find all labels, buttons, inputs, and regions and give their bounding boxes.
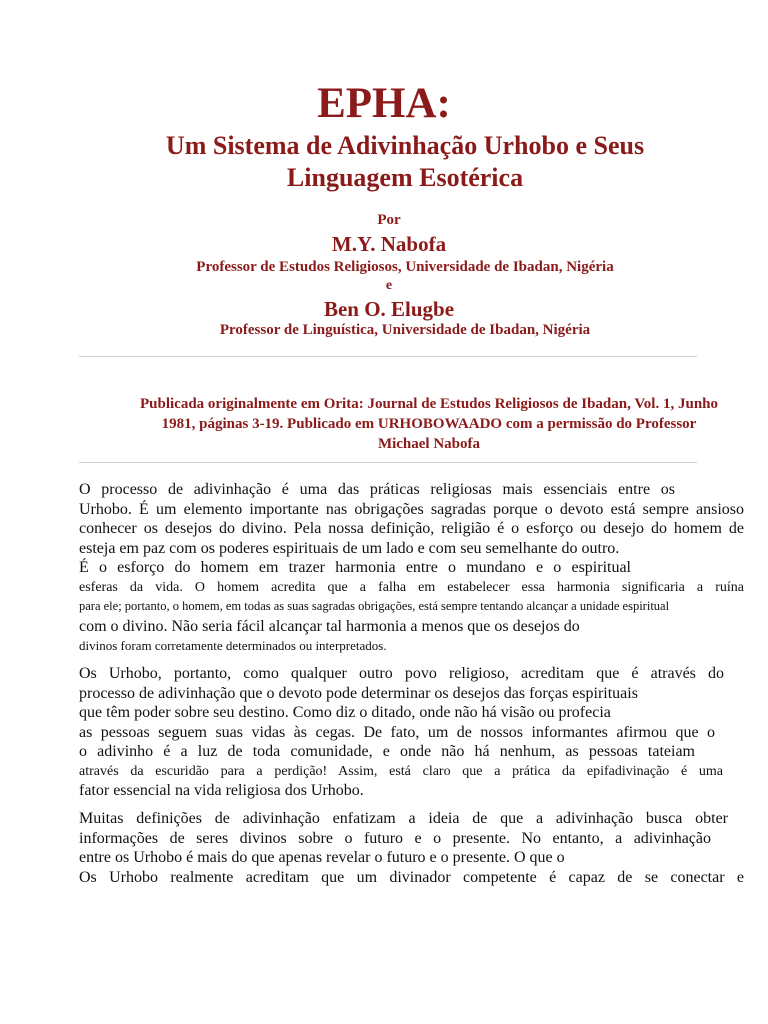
paragraph-line: o adivinho é a luz de toda comunidade, e onde não há nenhum, as pessoas tateiam — [79, 743, 695, 760]
author-1-name: M.Y. Nabofa — [331, 232, 447, 256]
paragraph-line: O processo de adivinhação é uma das práticas religiosas mais essenciais entre os — [79, 481, 675, 498]
paragraph-line: Muitas definições de adivinhação enfatizam a ideia de que a adivinhação busca obter — [79, 810, 728, 827]
paragraph-line: Os Urhobo, portanto, como qualquer outro povo religioso, acreditam que é através do — [79, 665, 724, 682]
paragraph-line: divinos foram corretamente determinados ou interpretados. — [79, 638, 387, 653]
paragraph-line: conhecer os desejos do divino. Pela nossa definição, religião é o esforço ou desejo do homem de — [79, 520, 744, 537]
paragraph-line: Os Urhobo realmente acreditam que um divinador competente é capaz de se conectar e — [79, 868, 744, 886]
subtitle-line-1: Um Sistema de Adivinhação Urhobo e Seus — [165, 131, 645, 160]
paragraph-line: fator essencial na vida religiosa dos Urhobo. — [79, 782, 364, 799]
paragraph-line: através da escuridão para a perdição! Assim, está claro que a prática da epifadivinação é uma — [79, 763, 723, 779]
paragraph-line: esferas da vida. O homem acredita que a falha em estabelecer essa harmonia significaria a ruína — [79, 579, 744, 595]
publication-line-2: 1981, páginas 3-19. Publicado em URHOBOWAADO com a permissão do Professor — [161, 416, 697, 432]
publication-note — [79, 394, 768, 454]
document-title: EPHA: — [317, 80, 451, 127]
paragraph-1 — [79, 480, 744, 656]
subtitle-line-2: Linguagem Esotérica — [286, 163, 524, 192]
paragraph-line: processo de adivinhação que o devoto pode determinar os desejos das forças espirituais — [79, 684, 638, 702]
paragraph-line: as pessoas seguem suas vidas às cegas. De fato, um de nossos informantes afirmou que o — [79, 723, 715, 741]
divider-bottom — [79, 462, 697, 463]
paragraph-line: informações de seres divinos sobre o futuro e o presente. No entanto, a adivinhação — [79, 829, 711, 847]
publication-line-3: Michael Nabofa — [377, 436, 481, 452]
paragraph-2 — [79, 664, 744, 801]
paragraph-line: que têm poder sobre seu destino. Como diz o ditado, onde não há visão ou profecia — [79, 704, 611, 721]
paragraph-line: Urhobo. É um elemento importante nas obrigações sagradas porque o devoto está sempre ansioso — [79, 500, 744, 518]
paragraph-3 — [79, 809, 744, 887]
by-label: Por — [377, 212, 401, 228]
divider-top — [79, 356, 697, 357]
paragraph-line: entre os Urhobo é mais do que apenas revelar o futuro e o presente. O que o — [79, 849, 565, 866]
author-2-affiliation: Professor de Linguística, Universidade de Ibadan, Nigéria — [219, 322, 591, 338]
author-1-affiliation: Professor de Estudos Religiosos, Universidade de Ibadan, Nigéria — [196, 259, 614, 275]
paragraph-line: esteja em paz com os poderes espirituais de um lado e com seu semelhante do outro. — [79, 539, 620, 557]
paragraph-line: É o esforço do homem em trazer harmonia entre o mundano e o espiritual — [79, 559, 631, 576]
paragraph-line: para ele; portanto, o homem, em todas as suas sagradas obrigações, está sempre tentando alcançar a unidade espiritual — [79, 599, 670, 613]
paragraph-line: com o divino. Não seria fácil alcançar tal harmonia a menos que os desejos do — [79, 617, 580, 635]
author-2-name: Ben O. Elugbe — [323, 297, 455, 321]
document-subtitle — [0, 130, 768, 194]
publication-line-1: Publicada originalmente em Orita: Journal de Estudos Religiosos de Ibadan, Vol. 1, Junho — [140, 396, 718, 412]
and-label: e — [385, 278, 393, 293]
